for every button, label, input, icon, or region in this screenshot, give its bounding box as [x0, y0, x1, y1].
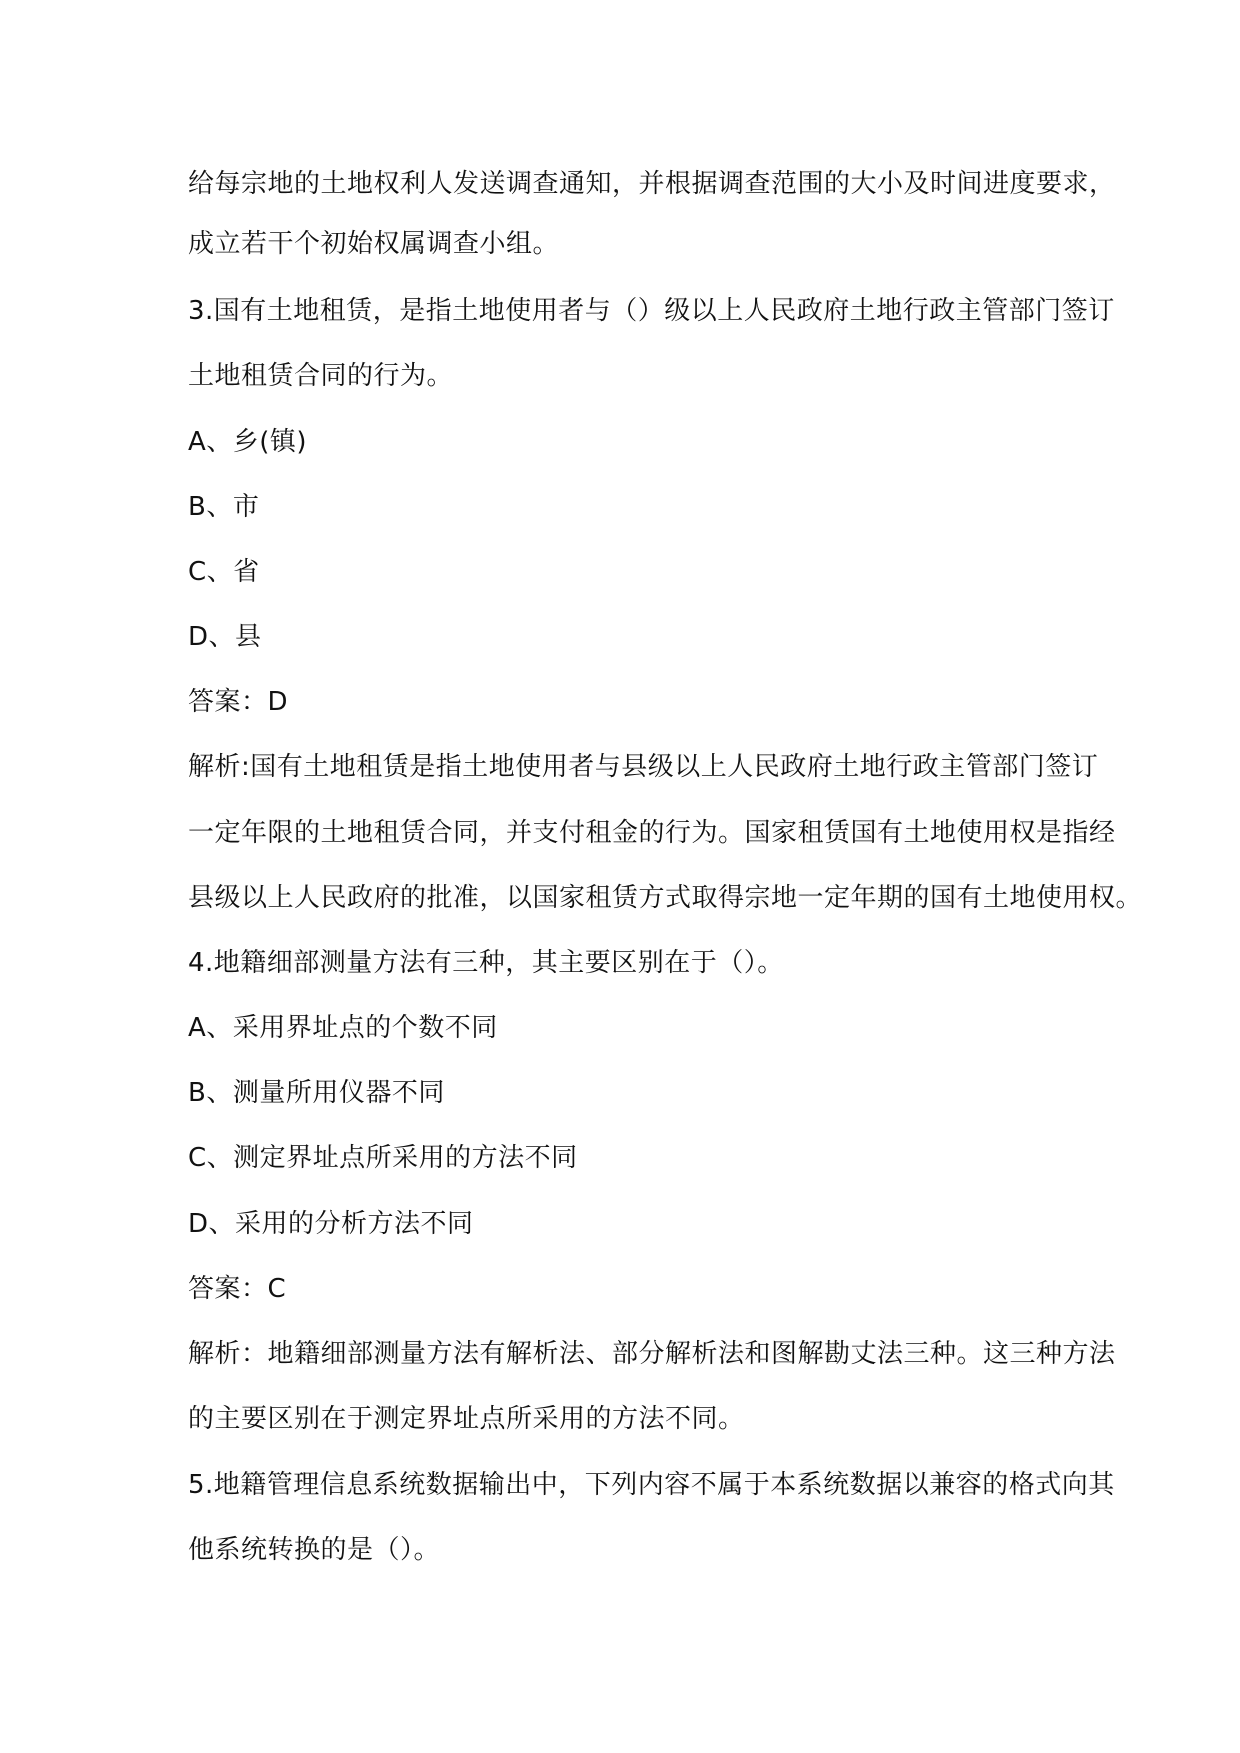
question-3-option-b: B、市: [188, 492, 260, 522]
question-3-answer: 答案：D: [188, 687, 289, 717]
question-4-explanation-line-2: 的主要区别在于测定界址点所采用的方法不同。: [188, 1404, 745, 1434]
question-3-option-c: C、省: [188, 557, 260, 587]
question-3-explanation-line-1: 解析:国有土地租赁是指土地使用者与县级以上人民政府土地行政主管部门签订: [188, 752, 1099, 782]
question-4-option-d: D、采用的分析方法不同: [188, 1209, 474, 1239]
question-3-option-a: A、乡(镇): [188, 427, 308, 457]
question-4-option-a: A、采用界址点的个数不同: [188, 1013, 498, 1043]
question-3-explanation-line-3: 县级以上人民政府的批准，以国家租赁方式取得宗地一定年期的国有土地使用权。: [188, 883, 1143, 913]
text-line-2: 成立若干个初始权属调查小组。: [188, 229, 560, 259]
question-3-stem-line-1: 3.国有土地租赁，是指土地使用者与（）级以上人民政府土地行政主管部门签订: [188, 296, 1115, 326]
question-4-explanation-line-1: 解析：地籍细部测量方法有解析法、部分解析法和图解勘丈法三种。这三种方法: [188, 1339, 1116, 1369]
text-line-1: 给每宗地的土地权利人发送调查通知，并根据调查范围的大小及时间进度要求，: [188, 169, 1116, 199]
question-5-stem-line-1: 5.地籍管理信息系统数据输出中，下列内容不属于本系统数据以兼容的格式向其: [188, 1470, 1115, 1500]
question-5-stem-line-2: 他系统转换的是（）。: [188, 1535, 441, 1565]
question-4-answer: 答案：C: [188, 1274, 287, 1304]
question-4-option-c: C、测定界址点所采用的方法不同: [188, 1143, 578, 1173]
question-3-explanation-line-2: 一定年限的土地租赁合同，并支付租金的行为。国家租赁国有土地使用权是指经: [188, 818, 1116, 848]
question-3-option-d: D、县: [188, 622, 262, 652]
question-3-stem-line-2: 土地租赁合同的行为。: [188, 361, 454, 391]
question-4-stem: 4.地籍细部测量方法有三种，其主要区别在于（）。: [188, 948, 784, 978]
question-4-option-b: B、测量所用仪器不同: [188, 1078, 445, 1108]
